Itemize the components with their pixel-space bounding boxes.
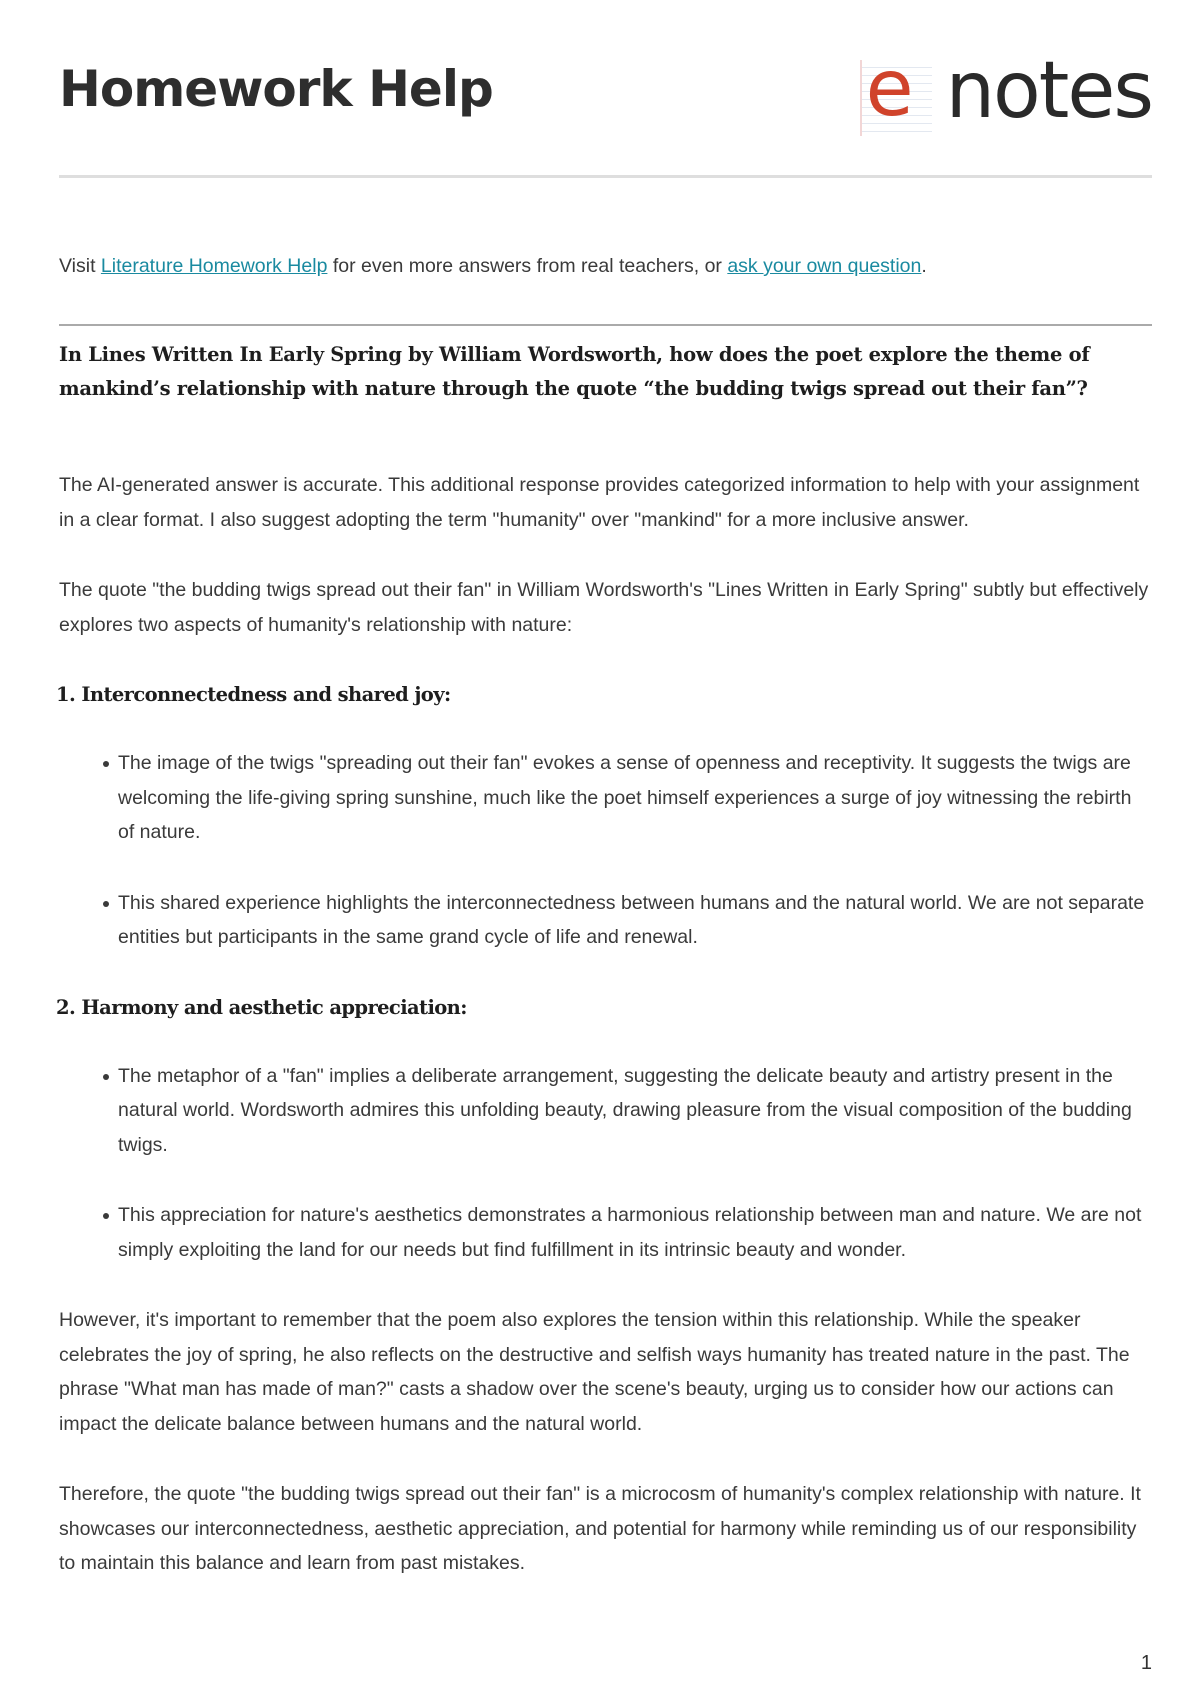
enotes-logo[interactable] — [860, 44, 1152, 136]
section-bullet-list — [59, 746, 1152, 955]
bullet-item: The image of the twigs "spreading out their fan" evokes a sense of openness and receptivity. It suggests the twigs are welcoming the life-giving spring sunshine, much like the poet himself experiences a surge of joy witnessing the rebirth of nature. — [118, 746, 1152, 850]
answer-intro: The AI-generated answer is accurate. This additional response provides categorized information to help with your assignment in a clear format. I also suggest adopting the term "humanity" over "mankind" for a more inclusive answer. — [59, 474, 1140, 531]
visit-middle: for even more answers from real teachers, or — [327, 255, 728, 277]
section-heading: 1. Interconnectedness and shared joy: — [56, 683, 451, 706]
bullet-item: This appreciation for nature's aesthetics demonstrates a harmonious relationship between man and nature. We are not simply exploiting the land for our needs but find fulfillment in its intrinsic beauty and wonder. — [118, 1198, 1152, 1267]
answer-conclusion: Therefore, the quote "the budding twigs spread out their fan" is a microcosm of humanity's complex relationship with nature. It showcases our interconnectedness, aesthetic appreciation, and potential for harmony while reminding us of our responsibility to maintain this balance and learn from past mistakes. — [59, 1483, 1141, 1574]
logo-notepad-graphic — [860, 44, 932, 136]
bullet-item: The metaphor of a "fan" implies a deliberate arrangement, suggesting the delicate beauty and artistry present in the natural world. Wordsworth admires this unfolding beauty, drawing pleasure from the visual composition of the budding twigs. — [118, 1059, 1152, 1163]
section-bullet-list — [59, 1059, 1152, 1268]
question-divider — [59, 324, 1152, 326]
section-heading: 2. Harmony and aesthetic appreciation: — [56, 995, 467, 1019]
ask-question-link[interactable]: ask your own question — [727, 255, 922, 277]
visit-suffix: . — [921, 255, 927, 277]
literature-homework-help-link[interactable]: Literature Homework Help — [100, 255, 328, 277]
answer-lead: The quote "the budding twigs spread out their fan" in William Wordsworth's "Lines Written in Early Spring" subtly but effectively explores two aspects of humanity's relationship with nature: — [59, 579, 1149, 636]
visit-prefix: Visit — [59, 255, 101, 277]
page-header — [59, 44, 1152, 136]
page-number: 1 — [1140, 1652, 1152, 1674]
logo-wordmark: notes — [945, 46, 1152, 136]
logo-e-letter: e — [865, 44, 914, 134]
answer-body — [56, 468, 1152, 1617]
header-divider — [59, 175, 1152, 178]
visit-line — [59, 253, 1152, 279]
page-title: Homework Help — [59, 60, 493, 118]
bullet-item: This shared experience highlights the interconnectedness between humans and the natural world. We are not separate entities but participants in the same grand cycle of life and renewal. — [118, 886, 1152, 955]
question-title: In Lines Written In Early Spring by William Wordsworth, how does the poet explore the theme of mankind’s relationship with nature through the quote “the budding twigs spread out their fan”? — [59, 343, 1090, 400]
answer-however: However, it's important to remember that the poem also explores the tension within this relationship. While the speaker celebrates the joy of spring, he also reflects on the destructive and selfish ways humanity has treated nature in the past. The phrase "What man has made of man?" casts a shadow over the scene's beauty, urging us to consider how our actions can impact the delicate balance between humans and the natural world. — [59, 1309, 1130, 1435]
